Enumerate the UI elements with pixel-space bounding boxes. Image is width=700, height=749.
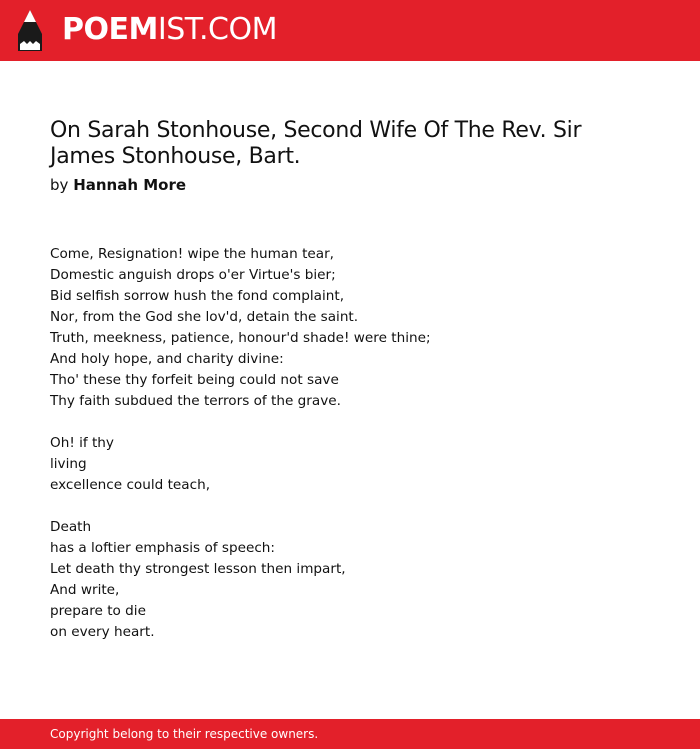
poem-line: Domestic anguish drops o'er Virtue's bier; — [50, 267, 336, 283]
author-name[interactable]: Hannah More — [73, 176, 187, 194]
poem-line: Let death thy strongest lesson then impart, — [50, 561, 346, 577]
poem-line: prepare to die — [50, 603, 146, 619]
stanza — [50, 517, 650, 643]
poem-body — [50, 244, 650, 664]
poem-line: on every heart. — [50, 624, 155, 640]
poem-line: Come, Resignation! wipe the human tear, — [50, 246, 335, 262]
poem-line: excellence could teach, — [50, 477, 211, 493]
poem-line: living — [50, 456, 87, 472]
poem-header — [50, 118, 650, 195]
logo-text-light: IST.COM — [157, 12, 277, 47]
stanza — [50, 244, 650, 412]
pencil-logo-icon[interactable] — [18, 10, 42, 51]
poem-title: On Sarah Stonhouse, Second Wife Of The Rev. Sir James Stonhouse, Bart. — [50, 118, 582, 169]
site-header — [0, 0, 700, 61]
copyright-text: Copyright belong to their respective owners. — [50, 727, 319, 741]
byline — [50, 175, 650, 195]
poem-line: Oh! if thy — [50, 435, 114, 451]
site-footer — [0, 719, 700, 749]
poem-line: Thy faith subdued the terrors of the grave. — [50, 393, 341, 409]
poem-line: Death — [50, 519, 92, 535]
poem-line: has a loftier emphasis of speech: — [50, 540, 275, 556]
site-logo[interactable] — [62, 12, 277, 48]
poem-line: Tho' these thy forfeit being could not save — [50, 372, 339, 388]
poem-line: Nor, from the God she lov'd, detain the saint. — [50, 309, 359, 325]
poem-line: Bid selfish sorrow hush the fond complaint, — [50, 288, 345, 304]
poem-line: Truth, meekness, patience, honour'd shade! were thine; — [50, 330, 431, 346]
logo-text-bold: POEM — [62, 12, 158, 47]
by-label: by — [50, 176, 69, 194]
poem-line: And holy hope, and charity divine: — [50, 351, 284, 367]
poem-line: And write, — [50, 582, 120, 598]
stanza — [50, 433, 650, 496]
